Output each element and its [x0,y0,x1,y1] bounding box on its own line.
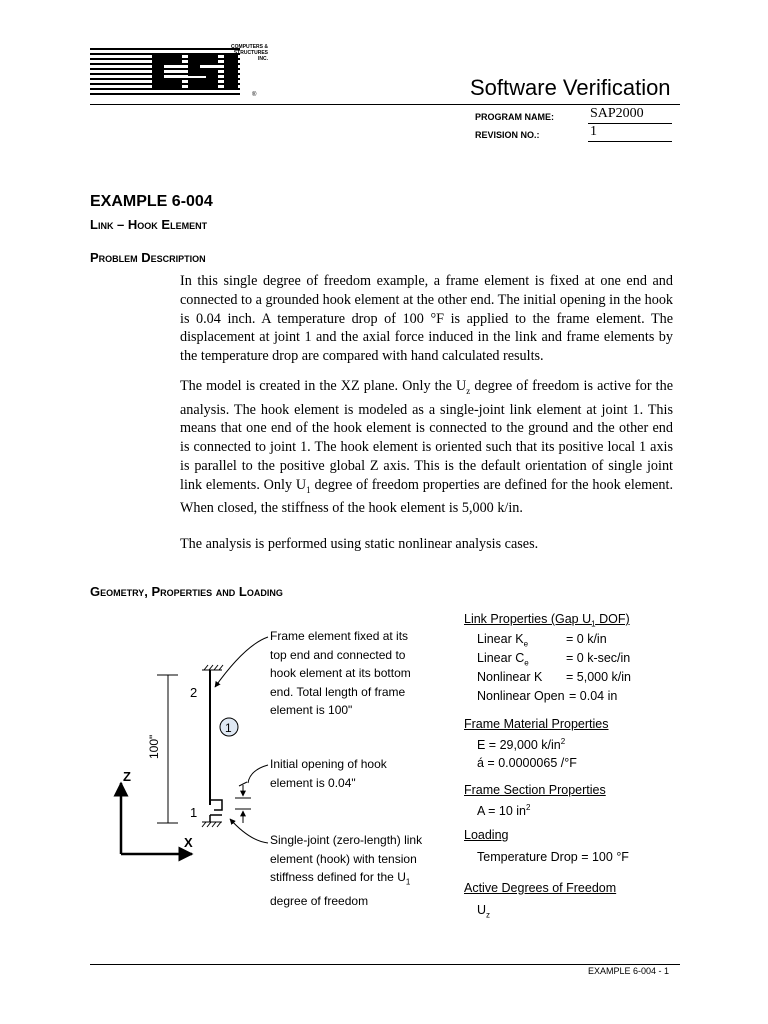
material-heading: Frame Material Properties [464,717,609,731]
logo-line: STRUCTURES [233,50,268,56]
link-property-name: Nonlinear K [477,670,543,684]
heading-text: Link Properties (Gap U [464,612,592,626]
section-area [477,803,530,818]
annotation-line: Initial opening of hook [270,757,387,771]
material-e [477,737,565,752]
subscript: e [524,658,529,668]
material-alpha: á = 0.0000065 /°F [477,756,577,770]
link-property-value: = 0.04 in [569,689,618,703]
joint-1-label: 1 [190,805,198,820]
paragraph-2 [180,377,673,518]
example-title: EXAMPLE 6-004 [90,193,213,210]
subscript: 1 [591,619,596,629]
link-property-value: = 0 k-sec/in [566,651,631,665]
x-axis-label: X [184,835,193,850]
page-footer: EXAMPLE 6-004 - 1 [588,966,670,976]
leader-top [215,637,268,687]
example-subtitle: Link – Hook Element [90,217,208,232]
property-text: Linear C [477,651,525,665]
hook-element [210,800,222,815]
annotation-line: top end and connected to [270,647,406,662]
problem-description-heading: Problem Description [90,250,206,265]
subscript: 1 [405,877,411,887]
property-text: U [477,903,487,917]
section-heading: Frame Section Properties [464,783,606,797]
paragraph-3: The analysis is performed using static nonlinear analysis cases. [180,536,539,552]
annotation-line: Single-joint (zero-length) link [270,833,423,847]
paragraph-2-text: degree of freedom is active for the analysis. The hook element is modeled as a single-joint link element at joint 1. This means that one end of the hook element is connected to the ground and the other end is connected to joint 1. The hook element is oriented such that its positive local 1 axis is parallel to the positive global Z axis. This is the default orientation of single joint link elements. Only U [180,378,673,493]
registered-mark: ® [252,92,257,98]
header-rule [90,104,680,105]
subscript: e [523,639,529,649]
z-axis-label: Z [123,769,131,784]
revision-underline [588,141,672,142]
document-title: Software Verification [470,75,671,100]
footer-rule [90,964,680,965]
property-text: E = 29,000 k/in [477,738,561,753]
logo-line: INC. [258,56,268,62]
paragraph-2-text: The model is created in the XZ plane. Only the U [180,378,467,394]
loading-value: Temperature Drop = 100 °F [477,850,629,864]
program-name-underline [588,123,672,124]
joint-2-label: 2 [190,685,198,700]
dof-value [477,903,490,920]
annotation-line: element is 100" [270,703,353,717]
revision-value: 1 [590,124,597,139]
element-label: 1 [225,721,232,735]
leader-mid [248,765,268,783]
heading-text: DOF) [595,612,630,626]
program-name-value: SAP2000 [590,106,644,121]
leader-bottom [230,819,268,843]
subscript: z [486,910,491,920]
annotation-line: degree of freedom [270,893,369,908]
link-property-name [477,632,528,649]
top-support [202,665,223,670]
loading-heading: Loading [464,828,509,842]
gap-indicator [235,782,251,823]
revision-label: REVISION NO.: [475,130,540,140]
annotation-hook [270,831,450,910]
property-text: A = 10 in [477,804,526,819]
paragraph-2-text: degree of freedom properties are defined for the hook element. When closed, the stiffness of the hook element is 5,000 k/in. [180,476,673,517]
annotation-line: hook element at its bottom [270,666,411,680]
link-property-name: Nonlinear Open [477,689,565,703]
link-properties-heading [464,612,630,629]
link-property-name [477,651,529,668]
dof-heading: Active Degrees of Freedom [464,881,617,895]
link-property-value: = 0 k/in [566,632,607,646]
annotation-line: end. Total length of frame [270,684,406,699]
paragraph-1: In this single degree of freedom example, a frame element is fixed at one end and connected to a grounded hook element at the other end. The initial opening in the hook is 0.04 inch. A temperature drop of 100 °F is applied to the frame element. The displacement at joint 1 and the axial force induced in the link and frame elements by the temperature drop are compared with hand calculated results. [180,273,674,365]
annotation-opening [270,755,450,792]
logo-line: COMPUTERS & [231,44,268,50]
dimension-label: 100" [147,734,161,759]
annotation-line: element (hook) with tension [270,851,417,866]
annotation-line: Frame element fixed at its [270,629,409,643]
geometry-heading: Geometry, Properties and Loading [90,584,283,599]
subscript: 1 [306,484,311,495]
annotation-line [270,868,450,892]
superscript: 2 [526,803,531,812]
link-property-value: = 5,000 k/in [566,670,631,684]
program-name-label: PROGRAM NAME: [475,112,554,122]
global-axes [121,783,192,854]
subscript: z [466,385,471,396]
property-text: Linear K [477,632,524,646]
annotation-line: element is 0.04" [270,775,356,790]
annotation-frame [270,627,450,720]
annotation-text: stiffness defined for the U [270,870,406,884]
superscript: 2 [560,737,566,746]
bottom-support [202,822,222,827]
logo-caption [224,44,268,62]
